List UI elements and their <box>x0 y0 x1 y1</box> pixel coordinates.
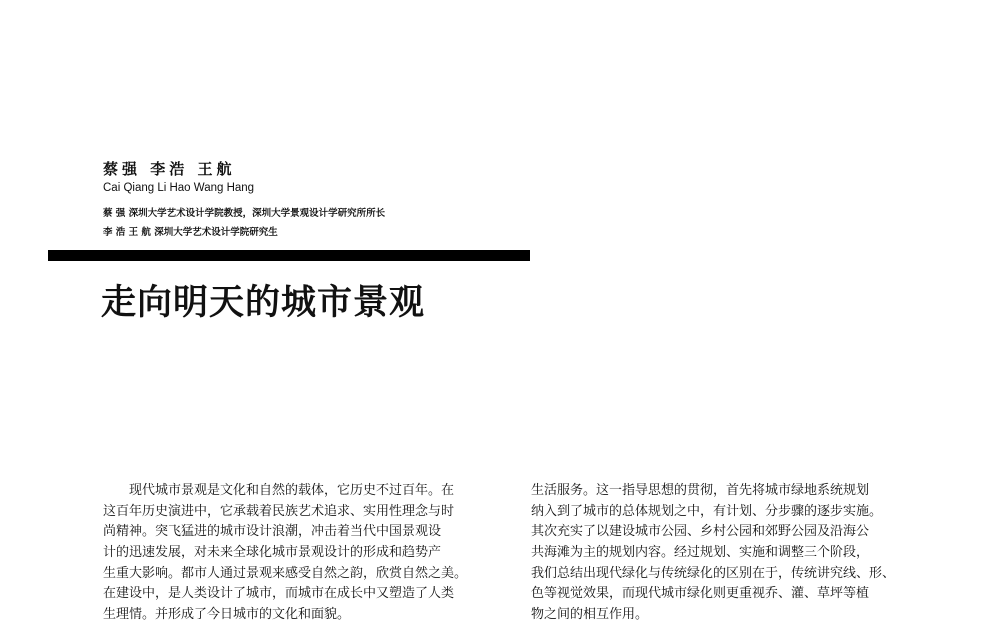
body-text-line: 这百年历史演进中，它承载着民族艺术追求、实用性理念与时 <box>103 503 455 519</box>
author-affiliation-2: 李 浩 王 航 深圳大学艺术设计学院研究生 <box>103 227 278 238</box>
body-text-line: 共海滩为主的规划内容。经过规划、实施和调整三个阶段， <box>531 545 870 561</box>
body-text-line: 计的迅速发展，对未来全球化城市景观设计的形成和趋势产 <box>103 545 442 561</box>
body-column-left <box>103 481 488 626</box>
body-text-line: 我们总结出现代绿化与传统绿化的区别在于，传统讲究线、形、 <box>531 565 896 581</box>
body-text-line: 纳入到了城市的总体规划之中，有计划、分步骤的逐步实施。 <box>531 503 883 519</box>
article-title: 走向明天的城市景观 <box>101 283 426 323</box>
body-text-line: 生活服务。这一指导思想的贯彻，首先将城市绿地系统规划 <box>531 483 870 498</box>
body-text-line: 生重大影响。都市人通过景观来感受自然之韵，欣赏自然之美。 <box>103 565 468 581</box>
title-rule-divider <box>48 250 530 261</box>
author-names-pinyin: Cai Qiang Li Hao Wang Hang <box>103 182 255 194</box>
body-text-line: 色等视觉效果，而现代城市绿化则更重视乔、灌、草坪等植 <box>531 586 870 602</box>
author-affiliation-1: 蔡 强 深圳大学艺术设计学院教授，深圳大学景观设计学研究所所长 <box>103 208 386 219</box>
body-text-line: 物之间的相互作用。 <box>531 607 649 623</box>
body-text-line: 现代城市景观是文化和自然的载体，它历史不过百年。在 <box>129 483 455 498</box>
body-text-line: 其次充实了以建设城市公园、乡村公园和郊野公园及沿海公 <box>531 524 870 540</box>
body-column-right <box>531 481 923 626</box>
author-names-chinese: 蔡强 李浩 王航 <box>103 160 236 178</box>
body-text-line: 尚精神。突飞猛进的城市设计浪潮，冲击着当代中国景观设 <box>103 524 442 540</box>
body-text-line: 在建设中，是人类设计了城市，而城市在成长中又塑造了人类 <box>103 586 455 602</box>
body-text-line: 生理情。并形成了今日城市的文化和面貌。 <box>103 607 351 623</box>
